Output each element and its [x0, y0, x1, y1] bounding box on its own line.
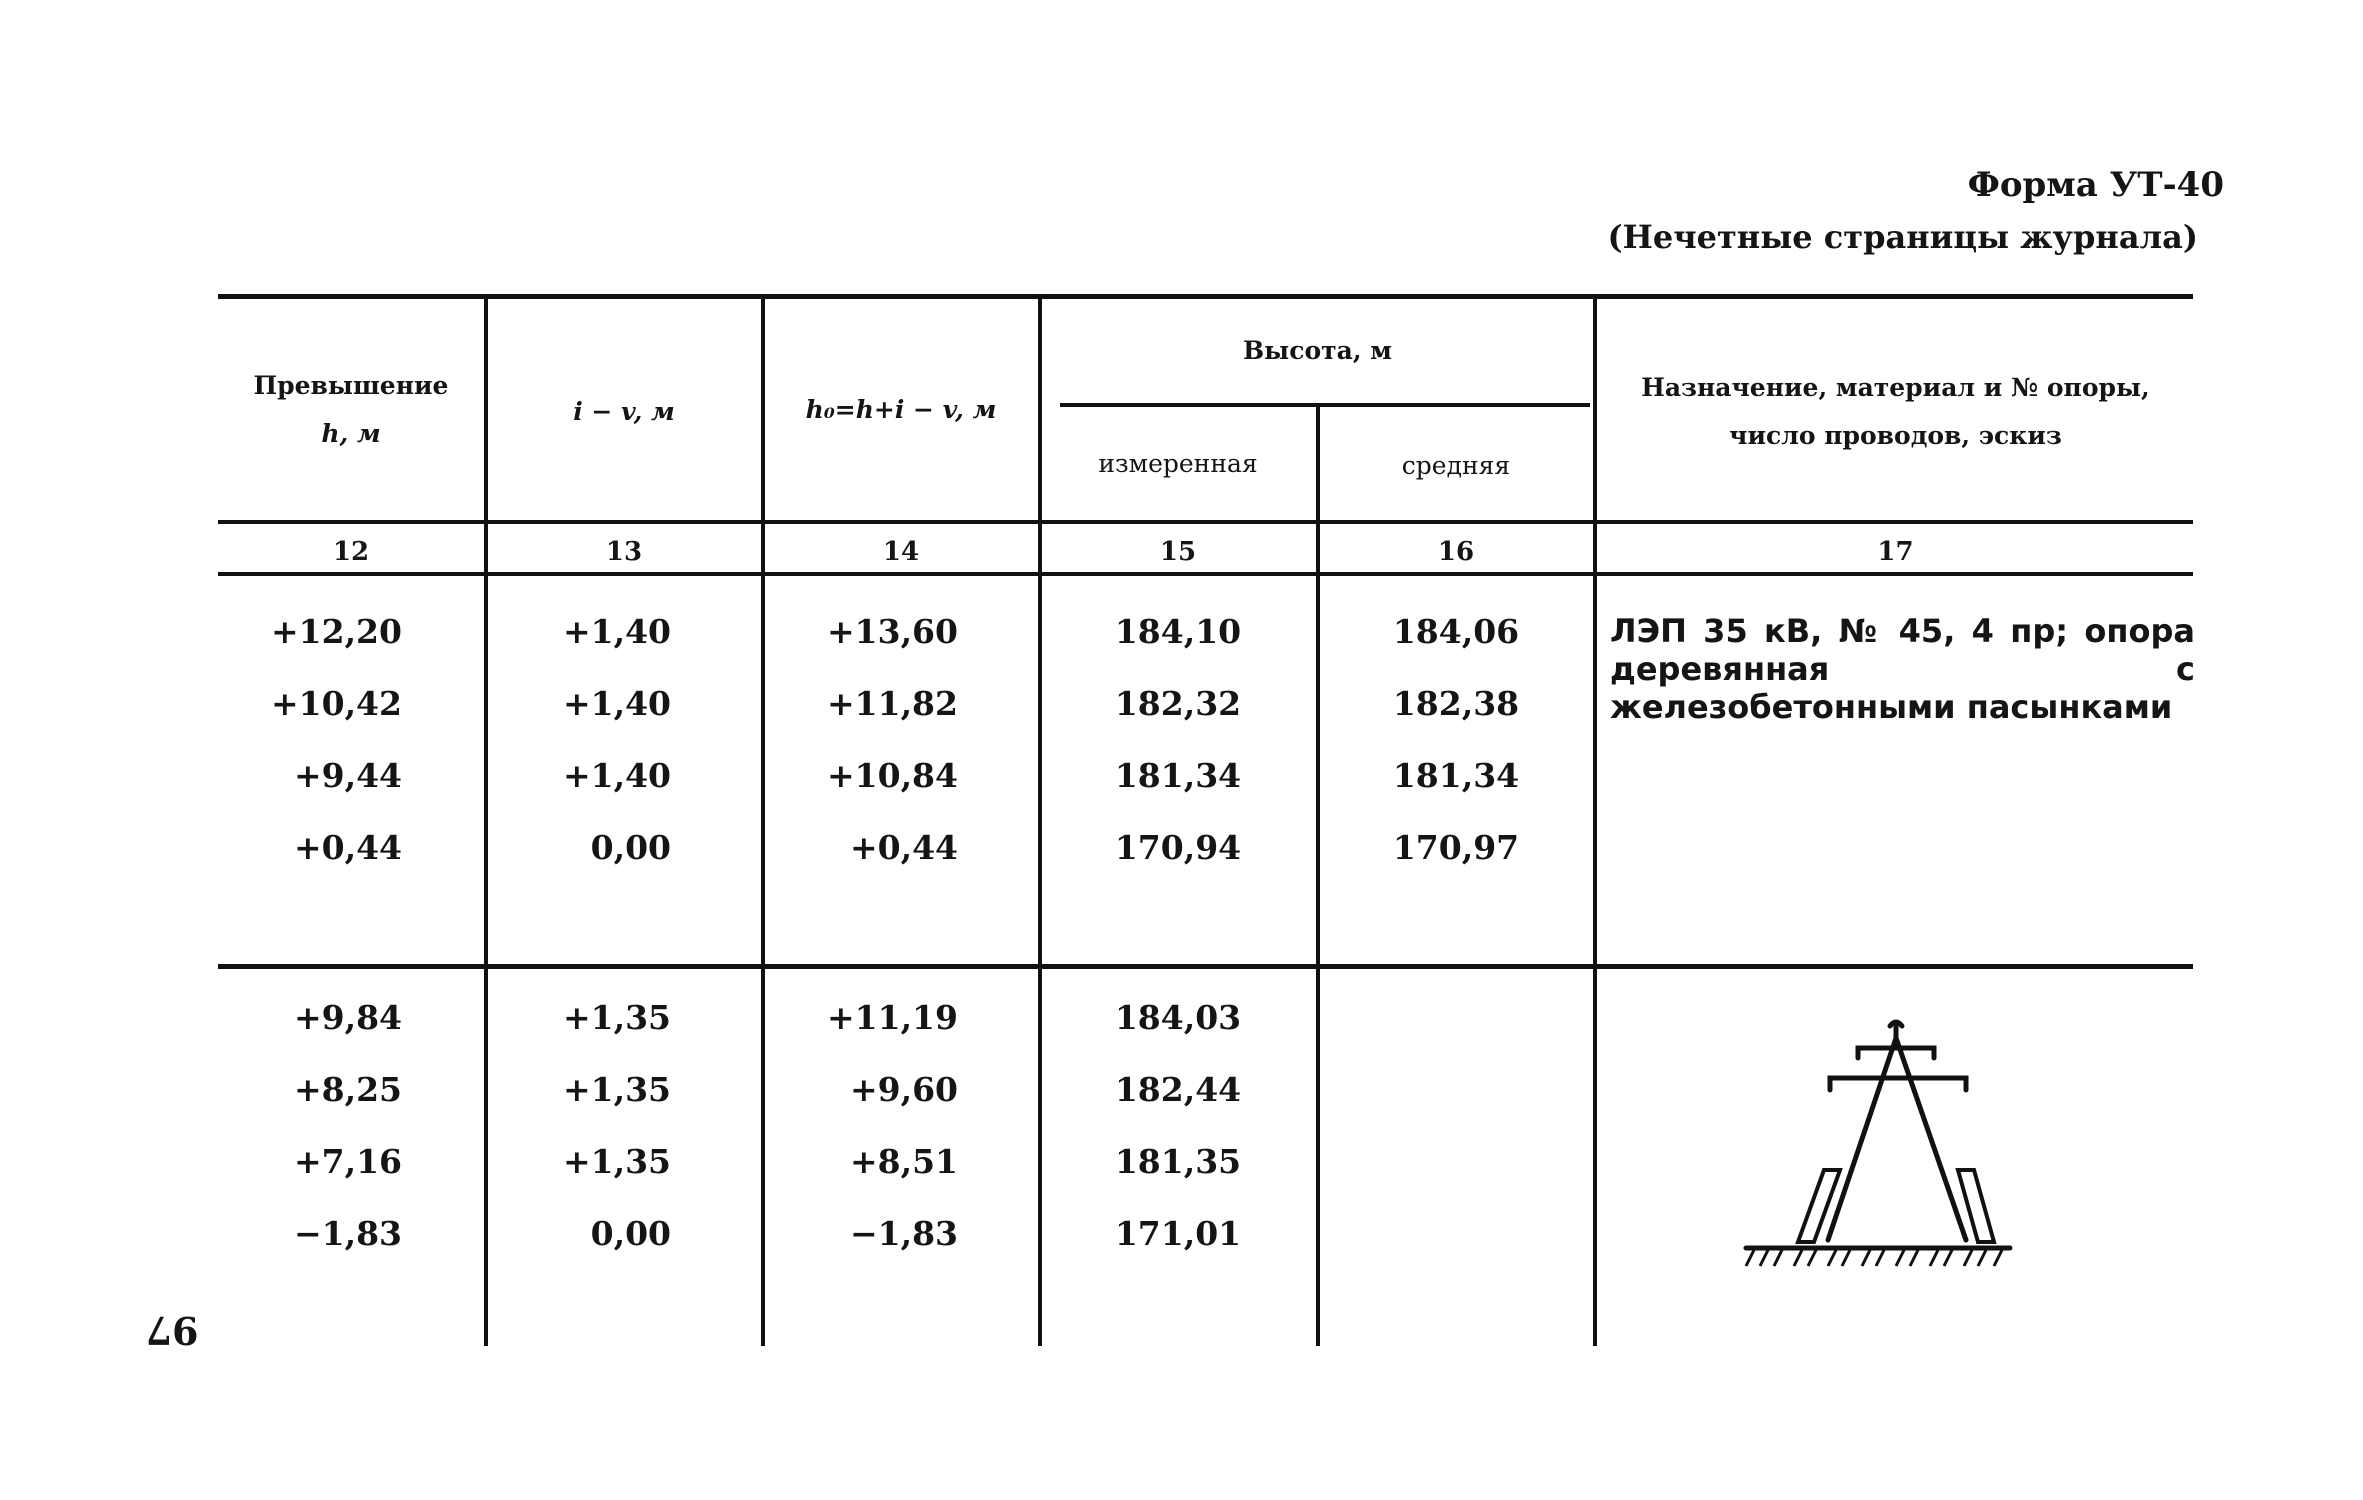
- cell-measured: 182,44: [1114, 1070, 1242, 1109]
- cell-h: +9,44: [293, 756, 402, 795]
- support-description: ЛЭП 35 кВ, № 45, 4 пр; опора деревянная с железобетонными пасынками: [1610, 612, 2195, 726]
- column-number: 16: [1437, 537, 1475, 567]
- col-divider-16-17: [1593, 298, 1597, 1346]
- cell-measured: 181,34: [1114, 756, 1242, 795]
- cell-iv: +1,35: [562, 998, 671, 1037]
- column-number: 17: [1877, 537, 1914, 567]
- column-number: 12: [332, 537, 370, 567]
- cell-h0: +13,60: [827, 612, 958, 651]
- header-measured: измеренная: [1098, 449, 1258, 478]
- cell-h0: +11,82: [827, 684, 958, 723]
- form-title: Форма УТ-40: [1967, 165, 2224, 205]
- cell-iv: 0,00: [590, 1214, 671, 1253]
- group-separator-rule: [218, 964, 2193, 969]
- cell-iv: 0,00: [590, 828, 671, 867]
- cell-iv: +1,40: [562, 756, 671, 795]
- cell-h: +7,16: [293, 1142, 402, 1181]
- header-average: средняя: [1401, 451, 1511, 480]
- header-bottom-rule: [218, 520, 2193, 524]
- cell-iv: +1,40: [562, 612, 671, 651]
- cell-h0: +0,44: [849, 828, 958, 867]
- cell-iv: +1,40: [562, 684, 671, 723]
- cell-h: +10,42: [271, 684, 402, 723]
- cell-h0: −1,83: [849, 1214, 958, 1253]
- height-group-rule: [1060, 403, 1590, 407]
- cell-h0: +8,51: [849, 1142, 958, 1181]
- header-h0: h₀=h+i − v, м: [805, 395, 997, 424]
- cell-measured: 184,10: [1114, 612, 1242, 651]
- column-number: 15: [1159, 537, 1197, 567]
- header-iv: i − v, м: [573, 397, 675, 426]
- col-divider-13-14: [761, 298, 765, 1346]
- cell-average: 170,97: [1392, 828, 1520, 867]
- cell-h: −1,83: [293, 1214, 402, 1253]
- cell-h0: +9,60: [849, 1070, 958, 1109]
- cell-h: +12,20: [271, 612, 402, 651]
- column-number: 14: [882, 537, 920, 567]
- header-purpose: Назначение, материал и № опоры, число проводов, эскиз: [1641, 373, 2150, 450]
- cell-h0: +10,84: [827, 756, 958, 795]
- cell-iv: +1,35: [562, 1070, 671, 1109]
- cell-measured: 182,32: [1114, 684, 1242, 723]
- col-divider-12-13: [484, 298, 488, 1346]
- cell-measured: 181,35: [1114, 1142, 1242, 1181]
- cell-iv: +1,35: [562, 1142, 671, 1181]
- cell-average: 181,34: [1392, 756, 1520, 795]
- cell-average: 182,38: [1392, 684, 1520, 723]
- cell-measured: 171,01: [1114, 1214, 1242, 1253]
- cell-h: +8,25: [293, 1070, 402, 1109]
- table-top-rule: [218, 294, 2193, 299]
- cell-h: +0,44: [293, 828, 402, 867]
- cell-average: 184,06: [1392, 612, 1520, 651]
- column-number: 13: [605, 537, 643, 567]
- cell-measured: 170,94: [1114, 828, 1242, 867]
- cell-h: +9,84: [293, 998, 402, 1037]
- a-frame-pole-sketch: [1740, 1010, 2020, 1280]
- header-height-group: Высота, м: [1243, 336, 1392, 365]
- page-number: 97: [145, 1308, 199, 1353]
- form-subtitle: (Нечетные страницы журнала): [1607, 218, 2198, 256]
- header-h: Превышение h, м: [253, 371, 449, 448]
- cell-h0: +11,19: [827, 998, 958, 1037]
- column-number-rule: [218, 572, 2193, 576]
- cell-measured: 184,03: [1114, 998, 1242, 1037]
